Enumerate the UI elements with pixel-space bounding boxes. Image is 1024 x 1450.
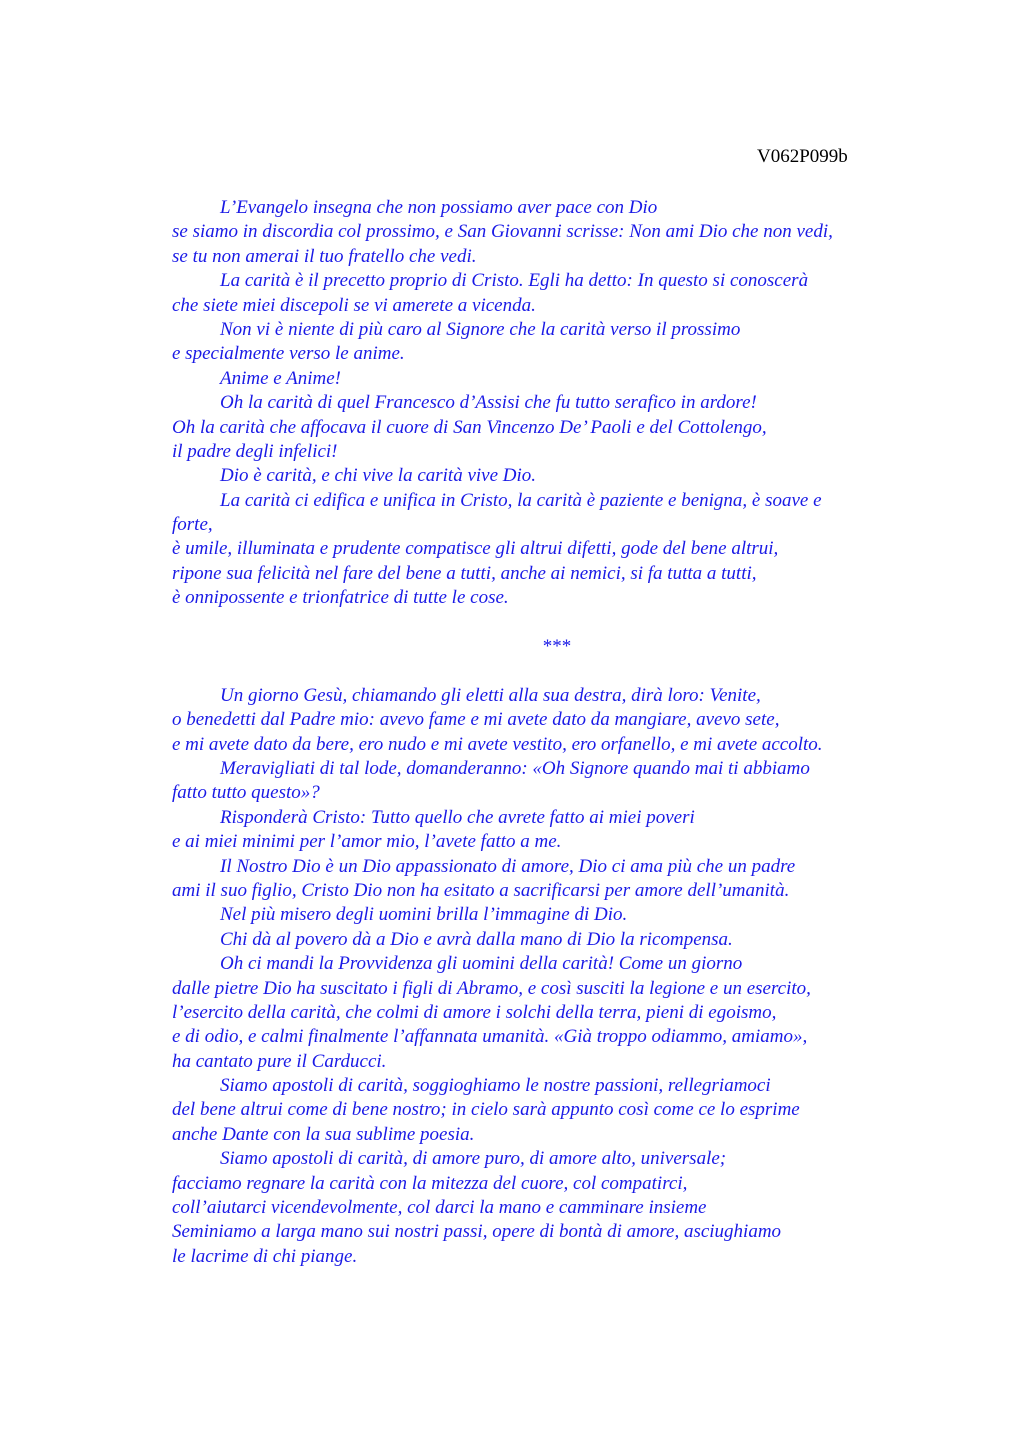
text-line: del bene altrui come di bene nostro; in cielo sarà appunto così come ce lo esprime bbox=[172, 1099, 800, 1121]
text-line: Seminiamo a larga mano sui nostri passi, opere di bontà di amore, asciughiamo bbox=[172, 1221, 782, 1243]
text-line: facciamo regnare la carità con la mitezza del cuore, col compatirci, bbox=[172, 1172, 688, 1194]
text-line: Siamo apostoli di carità, soggioghiamo le nostre passioni, rellegriamoci bbox=[220, 1075, 771, 1097]
text-line: è onnipossente e trionfatrice di tutte le cose. bbox=[172, 587, 509, 609]
text-line: Oh ci mandi la Provvidenza gli uomini della carità! Come un giorno bbox=[220, 953, 743, 975]
text-line: La carità è il precetto proprio di Cristo. Egli ha detto: In questo si conoscerà bbox=[220, 270, 809, 292]
section-separator: *** bbox=[542, 636, 572, 658]
text-line: ami il suo figlio, Cristo Dio non ha esitato a sacrificarsi per amore dell’umanità. bbox=[172, 879, 790, 901]
text-line: Risponderà Cristo: Tutto quello che avrete fatto ai miei poveri bbox=[220, 806, 695, 828]
text-line: Anime e Anime! bbox=[220, 367, 341, 389]
text-line: e ai miei minimi per l’amor mio, l’avete fatto a me. bbox=[172, 831, 562, 853]
text-line: o benedetti dal Padre mio: avevo fame e mi avete dato da mangiare, avevo sete, bbox=[172, 709, 780, 731]
text-line: che siete miei discepoli se vi amerete a vicenda. bbox=[172, 294, 536, 316]
text-line: ripone sua felicità nel fare del bene a tutti, anche ai nemici, si fa tutta a tutti, bbox=[172, 562, 757, 584]
text-line: dalle pietre Dio ha suscitato i figli di Abramo, e così susciti la legione e un esercito, bbox=[172, 977, 811, 999]
text-line: è umile, illuminata e prudente compatisce gli altrui difetti, gode del bene altrui, bbox=[172, 538, 779, 560]
text-line: se tu non amerai il tuo fratello che vedi. bbox=[172, 245, 477, 267]
text-line: e di odio, e calmi finalmente l’affannata umanità. «Già troppo odiammo, amiamo», bbox=[172, 1026, 808, 1048]
text-line: Non vi è niente di più caro al Signore che la carità verso il prossimo bbox=[220, 318, 741, 340]
text-line: ha cantato pure il Carducci. bbox=[172, 1050, 387, 1072]
text-line: Un giorno Gesù, chiamando gli eletti alla sua destra, dirà loro: Venite, bbox=[220, 684, 761, 706]
text-line: forte, bbox=[172, 514, 213, 536]
text-line: l’esercito della carità, che colmi di amore i solchi della terra, pieni di egoismo, bbox=[172, 1001, 777, 1023]
text-line: Meravigliati di tal lode, domanderanno: «Oh Signore quando mai ti abbiamo bbox=[220, 757, 810, 779]
text-line: La carità ci edifica e unifica in Cristo, la carità è paziente e benigna, è soave e bbox=[220, 489, 822, 511]
text-line: anche Dante con la sua sublime poesia. bbox=[172, 1123, 475, 1145]
document-body bbox=[172, 196, 932, 1269]
text-line: le lacrime di chi piange. bbox=[172, 1245, 358, 1267]
text-line: Oh la carità di quel Francesco d’Assisi che fu tutto serafico in ardore! bbox=[220, 392, 757, 414]
text-line: coll’aiutarci vicendevolmente, col darci la mano e camminare insieme bbox=[172, 1197, 707, 1219]
page-code: V062P099b bbox=[757, 146, 848, 167]
text-line: Siamo apostoli di carità, di amore puro, di amore alto, universale; bbox=[220, 1148, 727, 1170]
text-line: Oh la carità che affocava il cuore di San Vincenzo De’ Paoli e del Cottolengo, bbox=[172, 416, 767, 438]
text-line: e mi avete dato da bere, ero nudo e mi avete vestito, ero orfanello, e mi avete accolto. bbox=[172, 733, 823, 755]
text-line: se siamo in discordia col prossimo, e San Giovanni scrisse: Non ami Dio che non vedi, bbox=[172, 221, 833, 243]
text-line: Nel più misero degli uomini brilla l’immagine di Dio. bbox=[220, 904, 628, 926]
text-line: Il Nostro Dio è un Dio appassionato di amore, Dio ci ama più che un padre bbox=[220, 855, 796, 877]
text-line: e specialmente verso le anime. bbox=[172, 343, 405, 365]
text-line: Chi dà al povero dà a Dio e avrà dalla mano di Dio la ricompensa. bbox=[220, 928, 733, 950]
text-line: L’Evangelo insegna che non possiamo aver pace con Dio bbox=[220, 197, 658, 218]
text-line: il padre degli infelici! bbox=[172, 440, 338, 462]
text-line: Dio è carità, e chi vive la carità vive Dio. bbox=[220, 465, 537, 487]
text-line: fatto tutto questo»? bbox=[172, 782, 320, 804]
